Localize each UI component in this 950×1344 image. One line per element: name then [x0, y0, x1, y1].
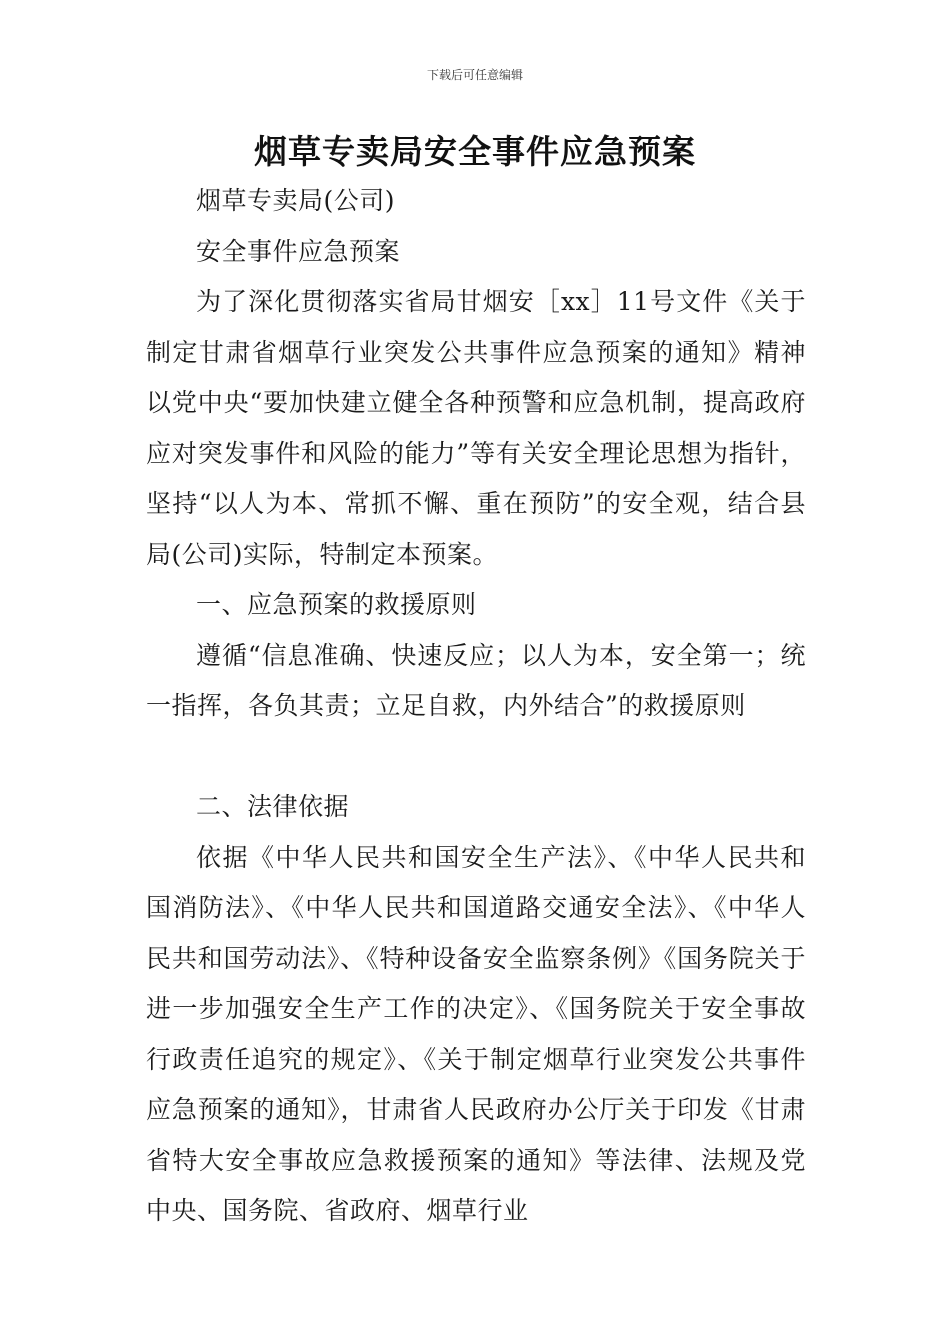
paragraph-legal-basis: 依据《中华人民共和国安全生产法》、《中华人民共和国消防法》、《中华人民共和国道路交通安全法》、《中华人民共和国劳动法》、《特种设备安全监察条例》《国务院关于进一步加强安全生产工作的决定》、《国务院关于安全事故行政责任追究的规定》、《关于制定烟草行业突发公共事件应急预案的通知》，甘肃省人民政府办公厅关于印发《甘肃省特大安全事故应急救援预案的通知》等法律、法规及党中央、国务院、省政府、烟草行业 — [146, 842, 806, 1225]
paragraph-intro: 为了深化贯彻落实省局甘烟安［xx］11号文件《关于制定甘肃省烟草行业突发公共事件应急预案的通知》精神以党中央“要加快建立健全各种预警和应急机制，提高政府应对突发事件和风险的能力”等有关安全理论思想为指针，坚持“以人为本、常抓不懈、重在预防”的安全观，结合县局(公司)实际，特制定本预案。 — [146, 287, 806, 569]
document-title: 烟草专卖局安全事件应急预案 — [254, 132, 696, 171]
paragraph-subtitle: 安全事件应急预案 — [196, 236, 401, 266]
header-note: 下载后可任意编辑 — [426, 68, 523, 82]
paragraph-principles: 遵循“信息准确、快速反应；以人为本，安全第一；统一指挥，各负其责；立足自救，内外结合”的救援原则 — [146, 640, 806, 720]
section-heading-principles: 一、应急预案的救援原则 — [196, 590, 477, 619]
document-body — [146, 176, 806, 1237]
paragraph-org: 烟草专卖局(公司) — [196, 186, 396, 215]
section-heading-legal-basis: 二、法律依据 — [196, 792, 350, 821]
